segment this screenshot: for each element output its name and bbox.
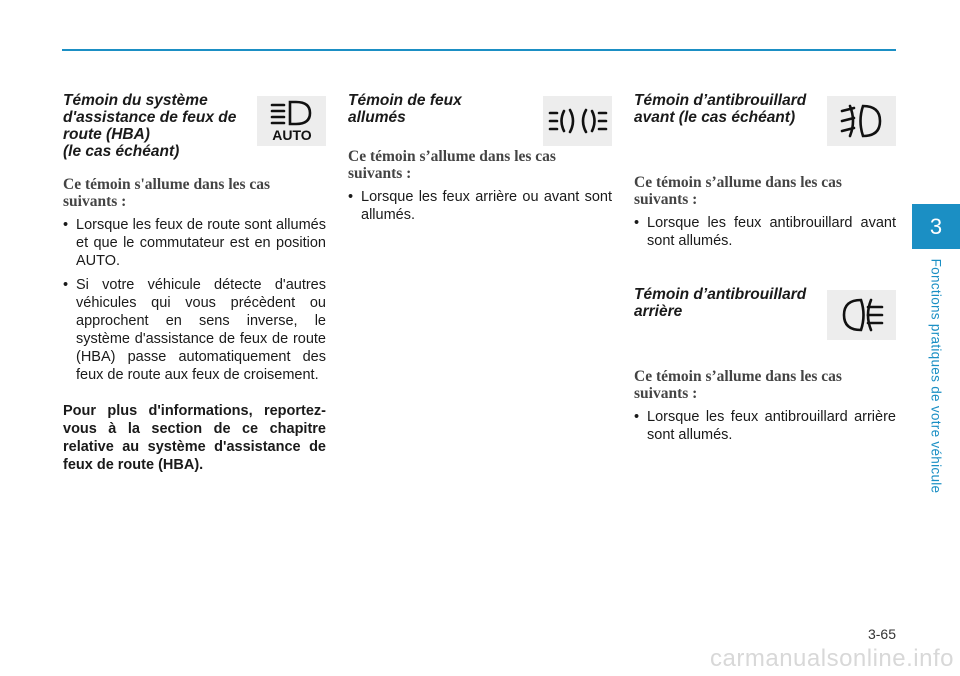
bullet-list-lights-on [348, 188, 612, 224]
svg-text:AUTO: AUTO [271, 127, 312, 143]
bullet-list-hba [63, 216, 326, 384]
lead-text-hba: Ce témoin s'allume dans les cas suivants : [63, 176, 271, 210]
front-fog-light-icon [827, 96, 896, 146]
section-heading-front-fog: Témoin d’antibrouillard avant (le cas échéant) [634, 92, 807, 126]
bullet-list-rear-fog [634, 408, 896, 444]
section-front-fog [634, 92, 896, 250]
rear-fog-light-icon [827, 290, 896, 340]
section-heading-hba: Témoin du système d'assistance de feux de route (HBA) (le cas échéant) [63, 92, 237, 160]
lead-text-front-fog: Ce témoin s’allume dans les cas suivants : [634, 174, 842, 208]
page-number: 3-65 [867, 626, 896, 642]
section-hba [63, 92, 326, 474]
auto-high-beam-icon [257, 96, 326, 146]
bullet-list-front-fog [634, 214, 896, 250]
section-lights-on [348, 92, 612, 224]
list-item: • Lorsque les feux antibrouillard avant sont allumés. [634, 214, 896, 250]
note-hba: Pour plus d'informations, reportez-vous à la section de ce chapitre relative au système d'assistance de feux de route (HBA). [63, 403, 326, 473]
column-3 [634, 92, 896, 444]
chapter-tab: 3 [912, 204, 960, 249]
list-item: • Lorsque les feux antibrouillard arrière sont allumés. [634, 408, 896, 444]
watermark: carmanualsonline.info [710, 645, 954, 672]
lead-text-rear-fog: Ce témoin s’allume dans les cas suivants : [634, 368, 842, 402]
section-rear-fog [634, 286, 896, 444]
list-item: • Lorsque les feux arrière ou avant sont allumés. [348, 188, 612, 224]
section-heading-lights-on: Témoin de feux allumés [348, 92, 462, 126]
column-2 [348, 92, 612, 224]
list-item: • Si votre véhicule détecte d'autres véhicules qui vous précèdent ou approchent en sens inverse, le système d'assistance de feux de route (HBA) passe automatiquement des feux de route aux feux de croisement. [63, 276, 326, 384]
top-rule [62, 49, 896, 51]
column-1 [63, 92, 326, 474]
section-heading-rear-fog: Témoin d’antibrouillard arrière [634, 286, 807, 320]
lead-text-lights-on: Ce témoin s’allume dans les cas suivants : [348, 148, 556, 182]
position-lights-icon [543, 96, 612, 146]
chapter-title: Fonctions pratiques de votre véhicule [928, 258, 944, 494]
list-item: • Lorsque les feux de route sont allumés et que le commutateur est en position AUTO. [63, 216, 326, 270]
